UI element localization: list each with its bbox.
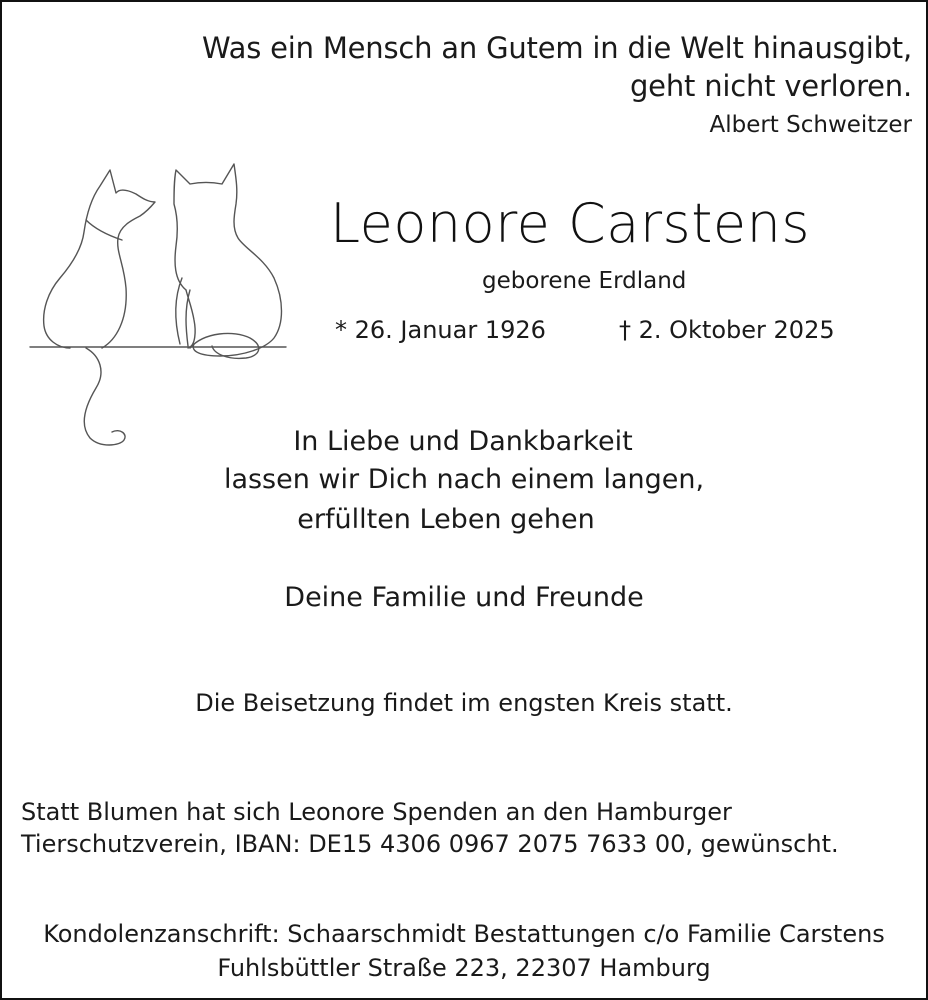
condolence-address-line-2: Fuhlsbüttler Straße 223, 22307 Hamburg	[217, 954, 711, 982]
condolence-address-line-1: Kondolenzanschrift: Schaarschmidt Bestattungen c/o Familie Carstens	[43, 920, 885, 948]
death-date: † 2. Oktober 2025	[619, 316, 835, 344]
quote-line-2: geht nicht verloren.	[629, 69, 912, 103]
two-cats-line-art-icon	[24, 160, 292, 452]
donation-line-2: Tierschutzverein, IBAN: DE15 4306 0967 2075 7633 00, gewünscht.	[21, 830, 839, 858]
message-line-2: lassen wir Dich nach einem langen,	[223, 464, 705, 495]
message-line-3: erfüllten Leben gehen	[297, 504, 595, 535]
maiden-name: geborene Erdland	[482, 268, 687, 294]
message-line-1: In Liebe und Dankbarkeit	[293, 426, 633, 457]
quote-line-1: Was ein Mensch an Gutem in die Welt hinausgibt,	[202, 31, 912, 65]
signature: Deine Familie und Freunde	[284, 582, 644, 613]
burial-notice: Die Beisetzung findet im engsten Kreis statt.	[195, 689, 733, 717]
quote-author: Albert Schweitzer	[709, 112, 912, 138]
donation-line-1: Statt Blumen hat sich Leonore Spenden an den Hamburger	[21, 798, 732, 826]
birth-date: * 26. Januar 1926	[335, 316, 546, 344]
deceased-name: Leonore Carstens	[330, 192, 810, 255]
